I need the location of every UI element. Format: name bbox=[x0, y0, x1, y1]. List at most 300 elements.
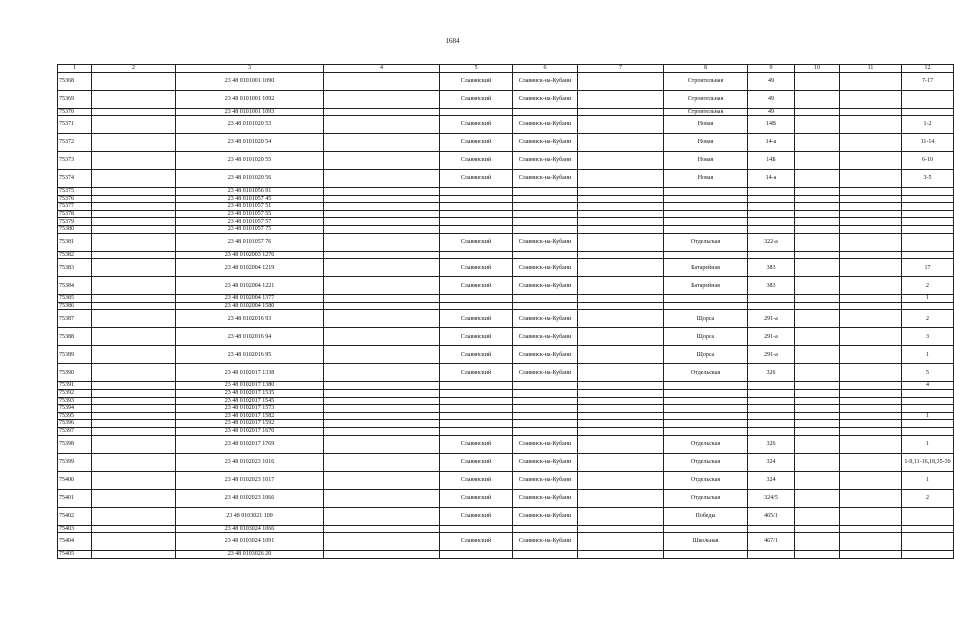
cell-c1: 75400 bbox=[58, 471, 92, 489]
cell-c9 bbox=[748, 210, 795, 218]
cell-c1: 75397 bbox=[58, 428, 92, 436]
cell-c3: 23 48 0102023 1066 bbox=[176, 489, 324, 507]
cell-empty bbox=[795, 188, 840, 196]
cell-empty bbox=[92, 420, 176, 428]
cell-c12: 1-9,11-16,18,35-39 bbox=[902, 453, 954, 471]
cell-c12: 1 bbox=[902, 471, 954, 489]
cell-empty bbox=[840, 453, 902, 471]
cell-empty bbox=[578, 226, 664, 234]
cell-empty bbox=[840, 435, 902, 453]
cell-c3: 23 48 0101001 1090 bbox=[176, 72, 324, 90]
cell-c5 bbox=[440, 397, 513, 405]
cell-c1: 75393 bbox=[58, 397, 92, 405]
table-row bbox=[58, 259, 954, 277]
cell-empty bbox=[324, 295, 440, 303]
header-row bbox=[58, 65, 954, 73]
cell-empty bbox=[578, 390, 664, 398]
cell-c9: 49 bbox=[748, 90, 795, 108]
cell-empty bbox=[795, 405, 840, 413]
cell-c8: Отдельская bbox=[664, 471, 748, 489]
cell-c1: 75392 bbox=[58, 390, 92, 398]
table-row bbox=[58, 251, 954, 259]
cell-c5: Славянский bbox=[440, 364, 513, 382]
cell-c1: 75387 bbox=[58, 310, 92, 328]
cell-c8: Новая bbox=[664, 134, 748, 152]
cell-empty bbox=[840, 428, 902, 436]
cell-c12: 1 bbox=[902, 346, 954, 364]
cell-empty bbox=[578, 533, 664, 551]
cell-c6: Славянск-на-Кубани bbox=[513, 116, 578, 134]
column-header: 6 bbox=[513, 65, 578, 73]
cell-c8: Строительная bbox=[664, 108, 748, 116]
cell-empty bbox=[840, 328, 902, 346]
cell-empty bbox=[840, 72, 902, 90]
cell-c9: 14Б bbox=[748, 152, 795, 170]
cell-c3: 23 48 0102004 1221 bbox=[176, 277, 324, 295]
cell-c9: 291-а bbox=[748, 328, 795, 346]
table-row bbox=[58, 382, 954, 390]
cell-empty bbox=[92, 116, 176, 134]
cell-c5: Славянский bbox=[440, 90, 513, 108]
cell-c9 bbox=[748, 188, 795, 196]
cell-empty bbox=[840, 412, 902, 420]
table-row bbox=[58, 210, 954, 218]
table-row bbox=[58, 533, 954, 551]
cell-c3: 23 48 0102017 1338 bbox=[176, 364, 324, 382]
table-row bbox=[58, 405, 954, 413]
cell-empty bbox=[795, 295, 840, 303]
cell-empty bbox=[840, 397, 902, 405]
cell-c1: 75369 bbox=[58, 90, 92, 108]
cell-c12 bbox=[902, 226, 954, 234]
cell-empty bbox=[840, 251, 902, 259]
cell-c9 bbox=[748, 551, 795, 559]
cell-c6 bbox=[513, 390, 578, 398]
cell-c1: 75374 bbox=[58, 170, 92, 188]
cell-empty bbox=[840, 259, 902, 277]
cell-empty bbox=[840, 188, 902, 196]
column-header: 4 bbox=[324, 65, 440, 73]
cell-c8 bbox=[664, 218, 748, 226]
column-header: 10 bbox=[795, 65, 840, 73]
cell-empty bbox=[578, 210, 664, 218]
cell-c12 bbox=[902, 188, 954, 196]
cell-c3: 23 48 0102017 1545 bbox=[176, 397, 324, 405]
cell-c5 bbox=[440, 420, 513, 428]
cell-c3: 23 48 0102004 1219 bbox=[176, 259, 324, 277]
table-row bbox=[58, 328, 954, 346]
cell-c9: 326 bbox=[748, 364, 795, 382]
cell-empty bbox=[324, 277, 440, 295]
cell-c12: 4 bbox=[902, 382, 954, 390]
cell-c6 bbox=[513, 405, 578, 413]
cell-c3: 23 48 0102023 1017 bbox=[176, 471, 324, 489]
table-row bbox=[58, 302, 954, 310]
cell-empty bbox=[578, 310, 664, 328]
table-row bbox=[58, 397, 954, 405]
cell-empty bbox=[578, 108, 664, 116]
cell-c12 bbox=[902, 251, 954, 259]
cell-empty bbox=[578, 116, 664, 134]
cell-empty bbox=[578, 551, 664, 559]
table-row bbox=[58, 364, 954, 382]
cell-c8: Отдельская bbox=[664, 489, 748, 507]
cell-empty bbox=[795, 210, 840, 218]
cell-c9: 49 bbox=[748, 108, 795, 116]
cell-c1: 75401 bbox=[58, 489, 92, 507]
cell-c6 bbox=[513, 218, 578, 226]
table-row bbox=[58, 226, 954, 234]
cell-c6: Славянск-на-Кубани bbox=[513, 72, 578, 90]
cell-c8: Щорса bbox=[664, 346, 748, 364]
cell-c1: 75391 bbox=[58, 382, 92, 390]
cell-c12 bbox=[902, 218, 954, 226]
cell-c1: 75402 bbox=[58, 507, 92, 525]
column-header: 8 bbox=[664, 65, 748, 73]
cell-empty bbox=[840, 233, 902, 251]
cell-empty bbox=[324, 233, 440, 251]
cell-c5: Славянский bbox=[440, 277, 513, 295]
cell-c6 bbox=[513, 551, 578, 559]
cell-c5 bbox=[440, 188, 513, 196]
cell-c5 bbox=[440, 108, 513, 116]
cell-empty bbox=[92, 364, 176, 382]
cell-c12 bbox=[902, 507, 954, 525]
cell-empty bbox=[92, 72, 176, 90]
cell-c9: 14В bbox=[748, 116, 795, 134]
cell-c9 bbox=[748, 405, 795, 413]
cell-empty bbox=[92, 203, 176, 211]
table-row bbox=[58, 152, 954, 170]
cell-empty bbox=[324, 170, 440, 188]
cell-c12: 2 bbox=[902, 277, 954, 295]
cell-empty bbox=[92, 328, 176, 346]
cell-c5: Славянский bbox=[440, 489, 513, 507]
cell-c8: Школьная bbox=[664, 533, 748, 551]
cell-c1: 75379 bbox=[58, 218, 92, 226]
cell-c5: Славянский bbox=[440, 507, 513, 525]
cell-c6: Славянск-на-Кубани bbox=[513, 364, 578, 382]
cell-empty bbox=[324, 420, 440, 428]
cell-empty bbox=[92, 471, 176, 489]
cell-c8 bbox=[664, 210, 748, 218]
cell-c1: 75375 bbox=[58, 188, 92, 196]
table-row bbox=[58, 295, 954, 303]
cell-empty bbox=[92, 233, 176, 251]
cell-c9: 322-а bbox=[748, 233, 795, 251]
cell-empty bbox=[795, 397, 840, 405]
cell-c8: Отдельская bbox=[664, 435, 748, 453]
cell-c6: Славянск-на-Кубани bbox=[513, 453, 578, 471]
cell-empty bbox=[795, 346, 840, 364]
cell-c8: Новая bbox=[664, 116, 748, 134]
cell-c6 bbox=[513, 428, 578, 436]
cell-c3: 23 48 0103024 1091 bbox=[176, 533, 324, 551]
cell-c1: 75373 bbox=[58, 152, 92, 170]
cell-empty bbox=[840, 152, 902, 170]
cell-c3: 23 48 0103021 109 bbox=[176, 507, 324, 525]
cell-empty bbox=[92, 390, 176, 398]
cell-c5: Славянский bbox=[440, 170, 513, 188]
cell-c12: 1 bbox=[902, 435, 954, 453]
cell-c3: 23 48 0102017 1380 bbox=[176, 382, 324, 390]
cell-empty bbox=[795, 428, 840, 436]
cell-c3: 23 48 0102003 1276 bbox=[176, 251, 324, 259]
cell-c5: Славянский bbox=[440, 471, 513, 489]
cell-empty bbox=[578, 251, 664, 259]
cell-c1: 75405 bbox=[58, 551, 92, 559]
cell-c9: 291-а bbox=[748, 346, 795, 364]
table-row bbox=[58, 170, 954, 188]
cell-c12: 2 bbox=[902, 489, 954, 507]
cell-c6: Славянск-на-Кубани bbox=[513, 134, 578, 152]
cell-c3: 23 48 0101057 51 bbox=[176, 203, 324, 211]
cell-c6 bbox=[513, 210, 578, 218]
cell-c3: 23 48 0101020 56 bbox=[176, 170, 324, 188]
cell-c1: 75386 bbox=[58, 302, 92, 310]
table-row bbox=[58, 390, 954, 398]
cell-empty bbox=[578, 489, 664, 507]
page-number: 1684 bbox=[445, 37, 460, 45]
cell-empty bbox=[795, 134, 840, 152]
cell-c1: 75381 bbox=[58, 233, 92, 251]
cell-c8 bbox=[664, 420, 748, 428]
cell-empty bbox=[324, 525, 440, 533]
cell-empty bbox=[840, 277, 902, 295]
cell-empty bbox=[840, 346, 902, 364]
table-row bbox=[58, 551, 954, 559]
cell-c9 bbox=[748, 525, 795, 533]
cell-empty bbox=[324, 116, 440, 134]
cell-c5 bbox=[440, 390, 513, 398]
cell-empty bbox=[840, 390, 902, 398]
cell-c5: Славянский bbox=[440, 116, 513, 134]
cell-empty bbox=[840, 405, 902, 413]
cell-c12: 3-5 bbox=[902, 170, 954, 188]
column-header: 2 bbox=[92, 65, 176, 73]
table-row bbox=[58, 310, 954, 328]
cell-empty bbox=[92, 453, 176, 471]
column-header: 11 bbox=[840, 65, 902, 73]
cell-c8 bbox=[664, 226, 748, 234]
table-row bbox=[58, 188, 954, 196]
cell-c1: 75395 bbox=[58, 412, 92, 420]
cell-empty bbox=[578, 428, 664, 436]
cell-c12 bbox=[902, 420, 954, 428]
cell-empty bbox=[578, 364, 664, 382]
cell-empty bbox=[578, 188, 664, 196]
cell-empty bbox=[578, 218, 664, 226]
cell-c12: 1 bbox=[902, 412, 954, 420]
table-row bbox=[58, 471, 954, 489]
cell-empty bbox=[92, 346, 176, 364]
cell-c8: Батарейная bbox=[664, 277, 748, 295]
cell-c5: Славянский bbox=[440, 453, 513, 471]
cell-empty bbox=[92, 428, 176, 436]
cell-c8: Новая bbox=[664, 170, 748, 188]
cell-empty bbox=[92, 152, 176, 170]
cell-empty bbox=[578, 302, 664, 310]
cell-empty bbox=[92, 259, 176, 277]
cell-c9: 465/1 bbox=[748, 507, 795, 525]
cell-c12: 2 bbox=[902, 310, 954, 328]
cell-c6 bbox=[513, 420, 578, 428]
cell-c1: 75390 bbox=[58, 364, 92, 382]
column-header: 9 bbox=[748, 65, 795, 73]
table-row bbox=[58, 420, 954, 428]
cell-c3: 23 48 0102017 1670 bbox=[176, 428, 324, 436]
cell-empty bbox=[578, 233, 664, 251]
cell-c6: Славянск-на-Кубани bbox=[513, 90, 578, 108]
cell-c9 bbox=[748, 226, 795, 234]
cell-c6: Славянск-на-Кубани bbox=[513, 328, 578, 346]
cell-c9 bbox=[748, 420, 795, 428]
cell-empty bbox=[324, 397, 440, 405]
cell-c12: 3 bbox=[902, 328, 954, 346]
cell-c1: 75384 bbox=[58, 277, 92, 295]
cell-c12 bbox=[902, 195, 954, 203]
cell-empty bbox=[840, 420, 902, 428]
cell-c3: 23 48 0102017 1769 bbox=[176, 435, 324, 453]
cell-empty bbox=[324, 210, 440, 218]
cell-c9: 324/5 bbox=[748, 489, 795, 507]
cell-empty bbox=[795, 152, 840, 170]
cell-empty bbox=[578, 471, 664, 489]
cell-empty bbox=[578, 170, 664, 188]
cell-c3: 23 48 0101057 55 bbox=[176, 210, 324, 218]
cell-c8: Новая bbox=[664, 152, 748, 170]
cell-c6: Славянск-на-Кубани bbox=[513, 507, 578, 525]
cell-c3: 23 48 0102017 1535 bbox=[176, 390, 324, 398]
cell-c3: 23 48 0102016 93 bbox=[176, 310, 324, 328]
cell-c8 bbox=[664, 203, 748, 211]
table-row bbox=[58, 453, 954, 471]
cell-c3: 23 48 0102017 1573 bbox=[176, 405, 324, 413]
column-header: 1 bbox=[58, 65, 92, 73]
cell-empty bbox=[324, 195, 440, 203]
cell-c6 bbox=[513, 195, 578, 203]
cell-empty bbox=[840, 310, 902, 328]
cell-c9: 383 bbox=[748, 259, 795, 277]
table-row bbox=[58, 428, 954, 436]
cell-c5 bbox=[440, 226, 513, 234]
cell-empty bbox=[840, 551, 902, 559]
cell-c3: 23 48 0102016 95 bbox=[176, 346, 324, 364]
cell-c5 bbox=[440, 382, 513, 390]
cell-empty bbox=[795, 390, 840, 398]
cell-c5: Славянский bbox=[440, 435, 513, 453]
cell-c3: 23 48 0103026 20 bbox=[176, 551, 324, 559]
cell-c5: Славянский bbox=[440, 533, 513, 551]
cell-c5 bbox=[440, 210, 513, 218]
cell-empty bbox=[795, 420, 840, 428]
cell-c8 bbox=[664, 188, 748, 196]
cell-c9: 14-а bbox=[748, 170, 795, 188]
cell-c6: Славянск-на-Кубани bbox=[513, 533, 578, 551]
cell-empty bbox=[324, 188, 440, 196]
cell-c12: 1-2 bbox=[902, 116, 954, 134]
cell-empty bbox=[795, 218, 840, 226]
cell-c12 bbox=[902, 108, 954, 116]
table-row bbox=[58, 525, 954, 533]
table-row bbox=[58, 134, 954, 152]
cell-c12: 1 bbox=[902, 295, 954, 303]
cell-empty bbox=[324, 152, 440, 170]
cell-c12 bbox=[902, 210, 954, 218]
cell-c1: 75394 bbox=[58, 405, 92, 413]
cell-c1: 75380 bbox=[58, 226, 92, 234]
cell-empty bbox=[324, 390, 440, 398]
cell-c8 bbox=[664, 551, 748, 559]
cell-c3: 23 48 0101057 75 bbox=[176, 226, 324, 234]
cell-empty bbox=[578, 405, 664, 413]
cell-c6: Славянск-на-Кубани bbox=[513, 435, 578, 453]
cell-empty bbox=[840, 507, 902, 525]
cell-c9 bbox=[748, 382, 795, 390]
cell-empty bbox=[795, 108, 840, 116]
cell-empty bbox=[578, 203, 664, 211]
cell-c1: 75370 bbox=[58, 108, 92, 116]
cell-c3: 23 48 0102023 1016 bbox=[176, 453, 324, 471]
cell-empty bbox=[578, 525, 664, 533]
cell-empty bbox=[840, 525, 902, 533]
cell-empty bbox=[92, 210, 176, 218]
cell-c6: Славянск-на-Кубани bbox=[513, 489, 578, 507]
cell-c6 bbox=[513, 226, 578, 234]
cell-empty bbox=[840, 471, 902, 489]
cell-c9 bbox=[748, 390, 795, 398]
cell-c6 bbox=[513, 108, 578, 116]
table-row bbox=[58, 108, 954, 116]
cell-c5 bbox=[440, 412, 513, 420]
cell-c8: Батарейная bbox=[664, 259, 748, 277]
cell-c6: Славянск-на-Кубани bbox=[513, 346, 578, 364]
cell-c12 bbox=[902, 428, 954, 436]
cell-empty bbox=[324, 259, 440, 277]
cell-c12: 6-10 bbox=[902, 152, 954, 170]
cell-c8 bbox=[664, 295, 748, 303]
cell-empty bbox=[578, 507, 664, 525]
cell-c3: 23 48 0101001 1092 bbox=[176, 90, 324, 108]
table-row bbox=[58, 346, 954, 364]
cell-c1: 75388 bbox=[58, 328, 92, 346]
cell-empty bbox=[324, 218, 440, 226]
cell-empty bbox=[795, 551, 840, 559]
cell-c5: Славянский bbox=[440, 328, 513, 346]
cell-c6 bbox=[513, 525, 578, 533]
table-row bbox=[58, 277, 954, 295]
cell-c12 bbox=[902, 397, 954, 405]
cell-c8 bbox=[664, 251, 748, 259]
cell-c12 bbox=[902, 533, 954, 551]
cell-empty bbox=[795, 525, 840, 533]
cell-empty bbox=[324, 489, 440, 507]
table-row bbox=[58, 489, 954, 507]
cell-c5: Славянский bbox=[440, 346, 513, 364]
cell-c9: 14-а bbox=[748, 134, 795, 152]
table-row bbox=[58, 72, 954, 90]
cell-c9: 383 bbox=[748, 277, 795, 295]
cell-empty bbox=[795, 533, 840, 551]
cell-empty bbox=[92, 397, 176, 405]
cell-empty bbox=[840, 302, 902, 310]
cell-c1: 75383 bbox=[58, 259, 92, 277]
cell-c12 bbox=[902, 203, 954, 211]
cell-c5 bbox=[440, 295, 513, 303]
cell-empty bbox=[795, 251, 840, 259]
cell-c12 bbox=[902, 525, 954, 533]
cell-c5: Славянский bbox=[440, 233, 513, 251]
